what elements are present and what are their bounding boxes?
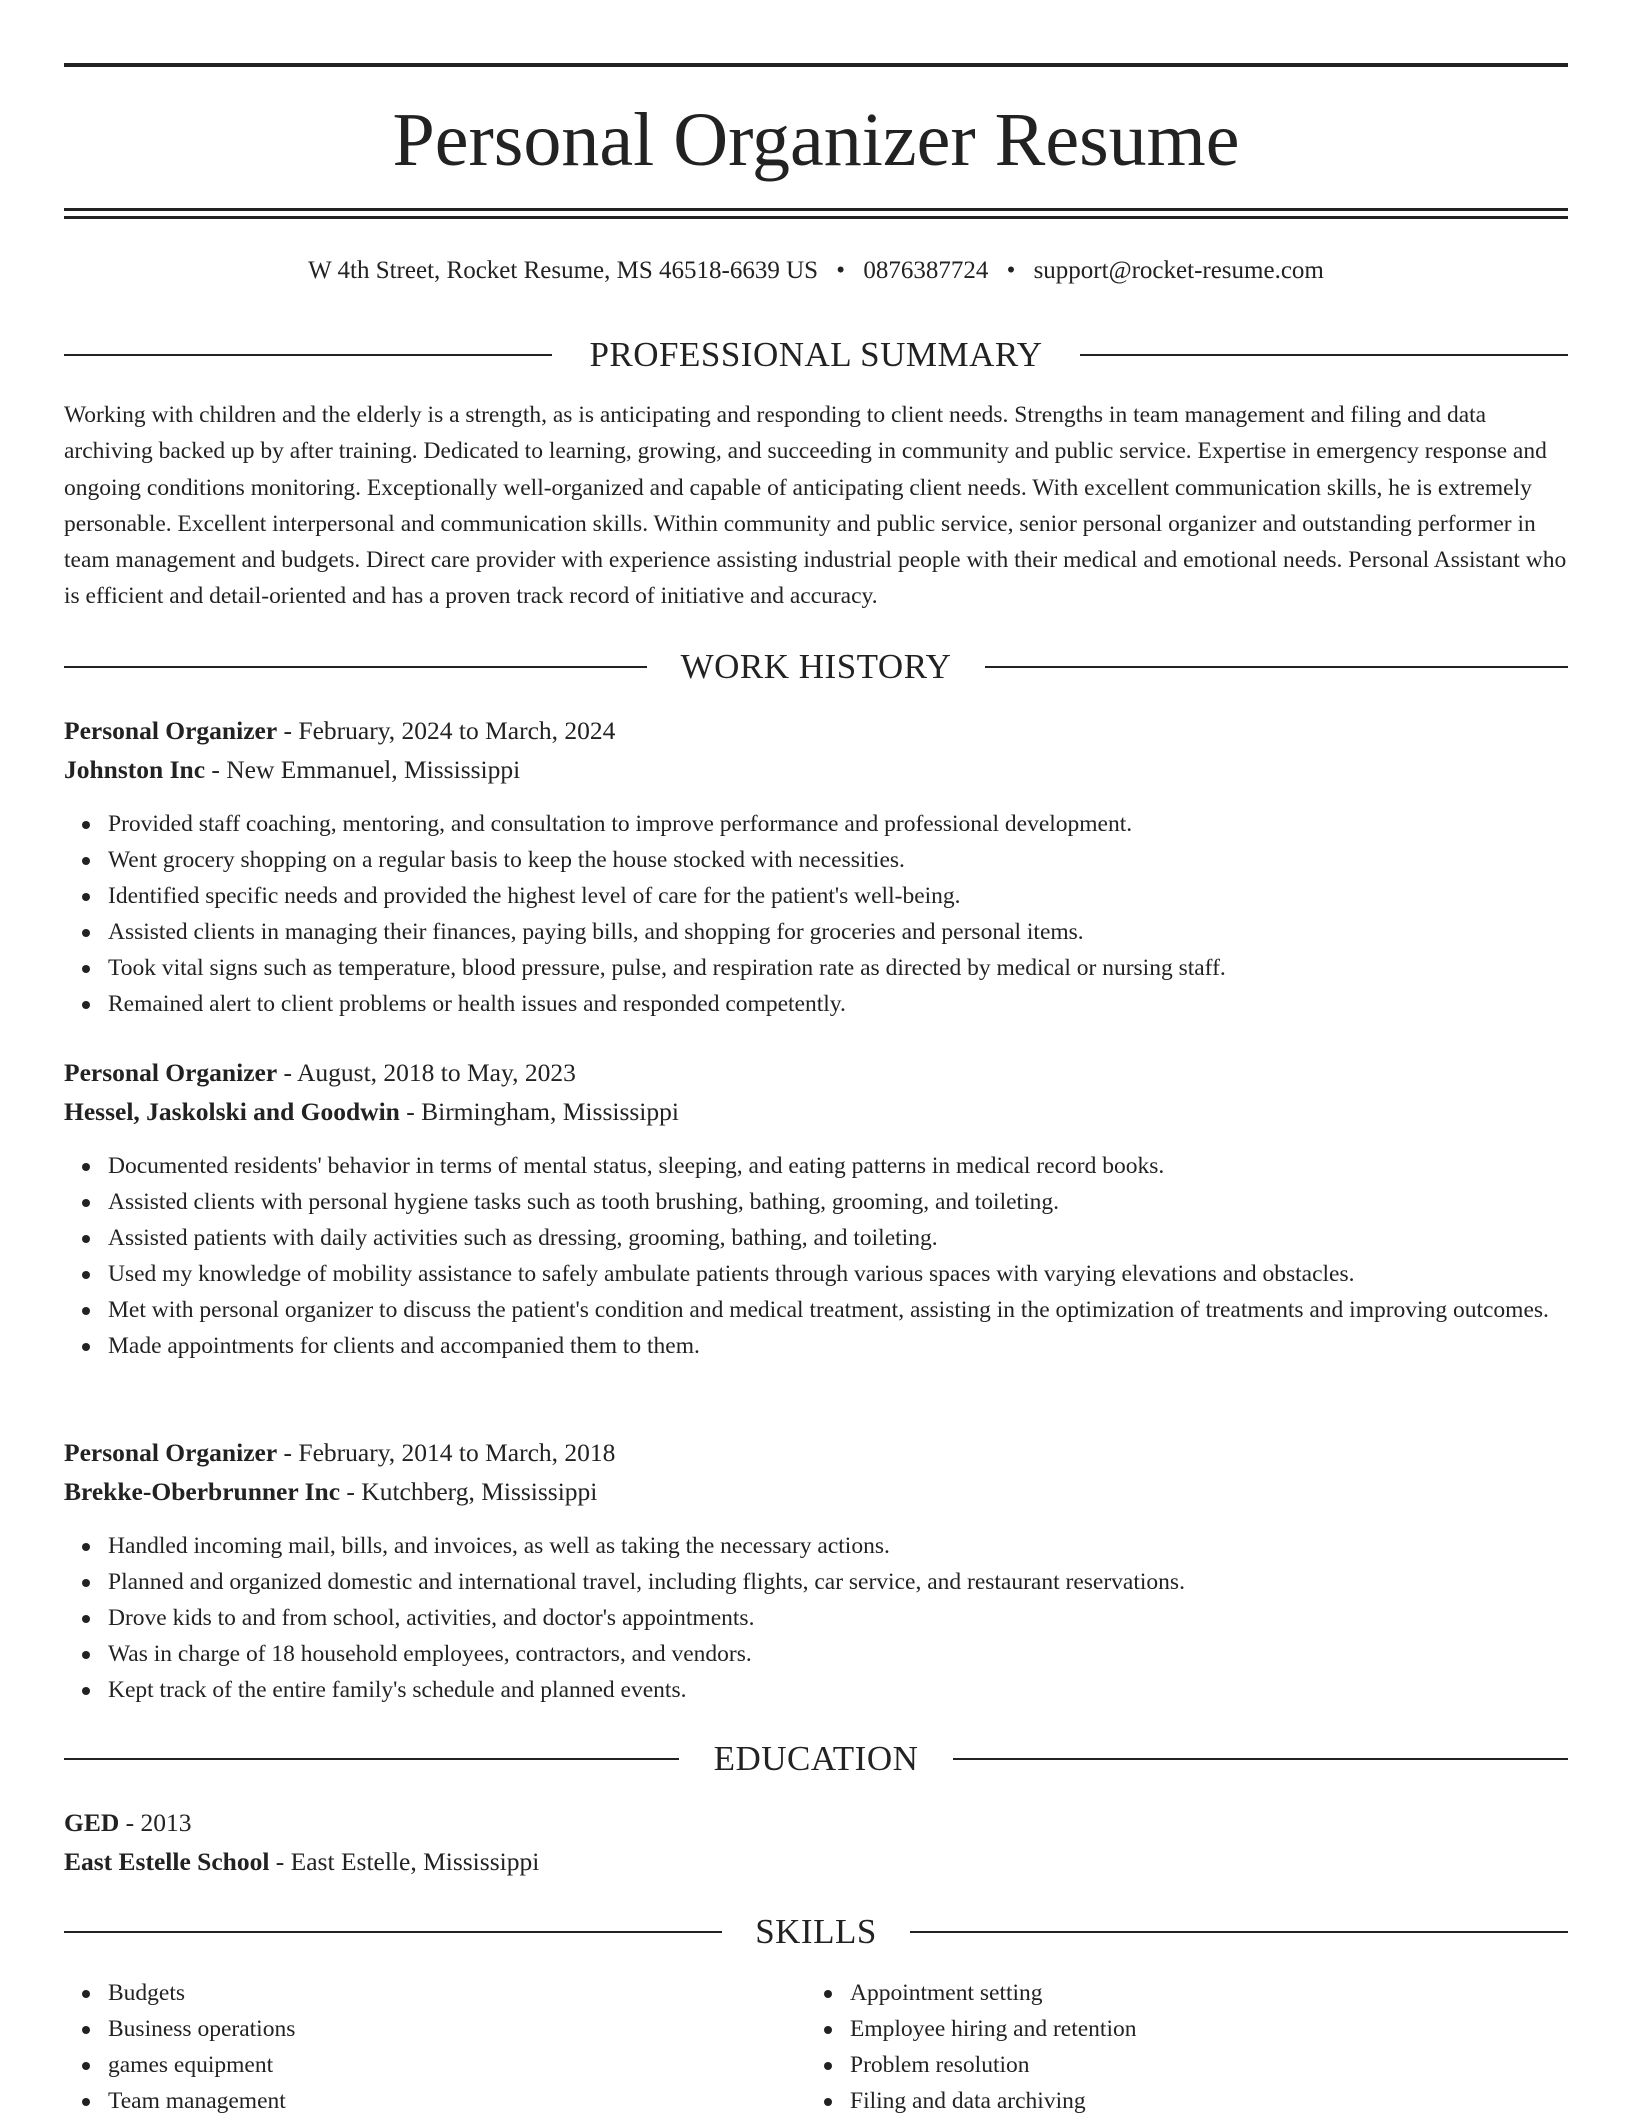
job-location: - Birmingham, Mississippi bbox=[399, 1097, 679, 1126]
job-company-line bbox=[64, 752, 520, 788]
title-rule-upper bbox=[64, 208, 1568, 211]
list-item: Provided staff coaching, mentoring, and consultation to improve performance and professional development. bbox=[108, 806, 1612, 842]
list-item: Took vital signs such as temperature, blood pressure, pulse, and respiration rate as directed by medical or nursing staff. bbox=[108, 950, 1612, 986]
job-bullets bbox=[64, 1528, 1612, 1708]
job-dates: - August, 2018 to May, 2023 bbox=[277, 1058, 576, 1087]
section-title: SKILLS bbox=[755, 1912, 877, 1951]
list-item: Used my knowledge of mobility assistance to safely ambulate patients through various spaces with varying elevations and obstacles. bbox=[108, 1256, 1612, 1292]
skill-item: Budgets bbox=[108, 1975, 828, 2011]
list-item: Assisted clients with personal hygiene tasks such as tooth brushing, bathing, grooming, and toileting. bbox=[108, 1184, 1612, 1220]
job-bullets bbox=[64, 1148, 1612, 1364]
contact-address: W 4th Street, Rocket Resume, MS 46518-6639 US bbox=[308, 257, 819, 284]
list-item: Met with personal organizer to discuss the patient's condition and medical treatment, assisting in the optimization of treatments and improving outcomes. bbox=[108, 1292, 1612, 1328]
job-title-line bbox=[64, 713, 615, 749]
job-dates: - February, 2024 to March, 2024 bbox=[277, 716, 616, 745]
contact-separator: • bbox=[1006, 257, 1016, 284]
education-degree: GED bbox=[64, 1808, 120, 1837]
job-title: Personal Organizer bbox=[64, 716, 278, 745]
section-title: WORK HISTORY bbox=[680, 647, 952, 686]
skill-item: Employee hiring and retention bbox=[850, 2011, 1570, 2047]
skill-item: games equipment bbox=[108, 2047, 828, 2083]
top-rule bbox=[64, 63, 1568, 67]
section-heading-skills bbox=[64, 1909, 1568, 1955]
skills-list-right bbox=[806, 1975, 1570, 2119]
job-company: Hessel, Jaskolski and Goodwin bbox=[64, 1097, 400, 1126]
skill-item: Filing and data archiving bbox=[850, 2083, 1570, 2119]
education-school-line bbox=[64, 1844, 539, 1880]
job-location: - New Emmanuel, Mississippi bbox=[205, 755, 521, 784]
section-title: PROFESSIONAL SUMMARY bbox=[589, 335, 1043, 374]
summary-text: Working with children and the elderly is a strength, as is anticipating and responding to client needs. Strengths in team management and filing and data archiving backed up by after training. Dedicated to learning, growing, and succeeding in community and public service. Expertise in emergency response and ongoing conditions monitoring. Exceptionally well-organized and capable of anticipating client needs. With excellent communication skills, he is extremely personable. Excellent interpersonal and communication skills. Within community and public service, senior personal organizer and outstanding performer in team management and budgets. Direct care provider with experience assisting industrial people with their medical and emotional needs. Personal Assistant who is efficient and detail-oriented and has a proven track record of initiative and accuracy. bbox=[64, 402, 1567, 610]
contact-line bbox=[64, 254, 1568, 288]
list-item: Went grocery shopping on a regular basis to keep the house stocked with necessities. bbox=[108, 842, 1612, 878]
list-item: Kept track of the entire family's schedule and planned events. bbox=[108, 1672, 1612, 1708]
job-title-line bbox=[64, 1435, 615, 1471]
section-heading-summary bbox=[64, 332, 1568, 378]
job-title-line bbox=[64, 1055, 576, 1091]
list-item: Planned and organized domestic and international travel, including flights, car service, and restaurant reservations. bbox=[108, 1564, 1612, 1600]
list-item: Remained alert to client problems or health issues and responded competently. bbox=[108, 986, 1612, 1022]
skill-item: Team management bbox=[108, 2083, 828, 2119]
job-title: Personal Organizer bbox=[64, 1438, 278, 1467]
section-heading-education bbox=[64, 1736, 1568, 1782]
job-company: Brekke-Oberbrunner Inc bbox=[64, 1477, 341, 1506]
title-rule-lower bbox=[64, 216, 1568, 219]
skill-item: Appointment setting bbox=[850, 1975, 1570, 2011]
job-company-line bbox=[64, 1094, 679, 1130]
job-bullets bbox=[64, 806, 1612, 1022]
list-item: Drove kids to and from school, activities, and doctor's appointments. bbox=[108, 1600, 1612, 1636]
list-item: Handled incoming mail, bills, and invoices, as well as taking the necessary actions. bbox=[108, 1528, 1612, 1564]
contact-phone: 0876387724 bbox=[863, 257, 989, 284]
job-company: Johnston Inc bbox=[64, 755, 206, 784]
list-item: Documented residents' behavior in terms of mental status, sleeping, and eating patterns in medical record books. bbox=[108, 1148, 1612, 1184]
section-heading-work-history bbox=[64, 644, 1568, 690]
skill-item: Problem resolution bbox=[850, 2047, 1570, 2083]
job-dates: - February, 2014 to March, 2018 bbox=[277, 1438, 616, 1467]
section-title: EDUCATION bbox=[713, 1739, 919, 1778]
list-item: Assisted patients with daily activities such as dressing, grooming, bathing, and toileting. bbox=[108, 1220, 1612, 1256]
education-year: - 2013 bbox=[119, 1808, 192, 1837]
resume-title: Personal Organizer Resume bbox=[392, 98, 1240, 182]
education-location: - East Estelle, Mississippi bbox=[269, 1847, 540, 1876]
job-title: Personal Organizer bbox=[64, 1058, 278, 1087]
skill-item: Business operations bbox=[108, 2011, 828, 2047]
list-item: Made appointments for clients and accompanied them to them. bbox=[108, 1328, 1612, 1364]
skills-list-left bbox=[64, 1975, 828, 2119]
education-degree-line bbox=[64, 1805, 192, 1841]
job-company-line bbox=[64, 1474, 597, 1510]
education-school: East Estelle School bbox=[64, 1847, 270, 1876]
job-location: - Kutchberg, Mississippi bbox=[340, 1477, 598, 1506]
contact-email: support@rocket-resume.com bbox=[1033, 257, 1324, 284]
list-item: Assisted clients in managing their finances, paying bills, and shopping for groceries and personal items. bbox=[108, 914, 1612, 950]
list-item: Was in charge of 18 household employees, contractors, and vendors. bbox=[108, 1636, 1612, 1672]
list-item: Identified specific needs and provided the highest level of care for the patient's well-being. bbox=[108, 878, 1612, 914]
contact-separator: • bbox=[836, 257, 846, 284]
